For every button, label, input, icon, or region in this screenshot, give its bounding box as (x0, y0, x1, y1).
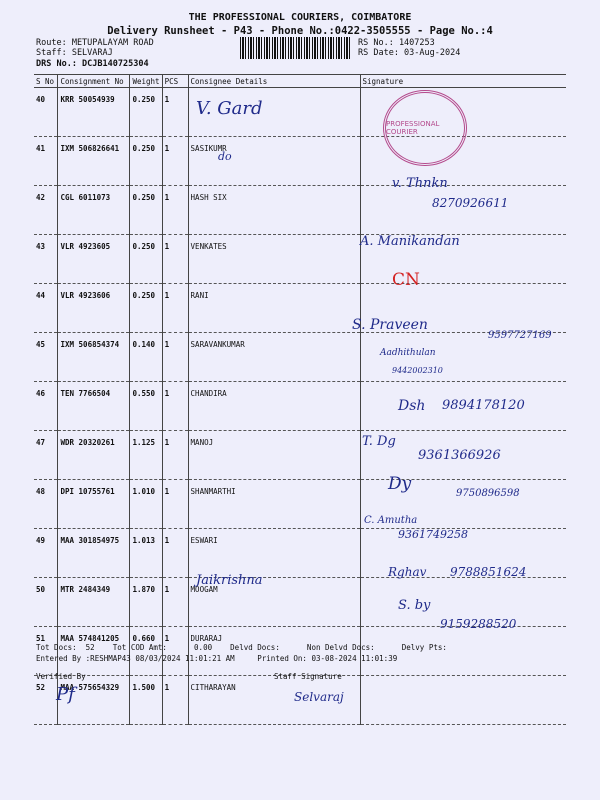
col-sno: S No (34, 75, 58, 88)
table-row (34, 186, 566, 235)
signature: CN (392, 270, 420, 290)
row-consignee: HASH SIX (188, 186, 360, 235)
row-weight: 1.500 (130, 676, 162, 725)
row-pcs: 1 (162, 480, 188, 529)
row-sno: 44 (34, 284, 58, 333)
row-weight: 0.660 (130, 627, 162, 676)
rs-date: RS Date: 03-Aug-2024 (358, 48, 461, 58)
staff-signature-label: Staff Signature (274, 672, 342, 681)
handwritten-name: Jaikrishna (196, 573, 263, 588)
row-consignee: MOOGAM (188, 578, 360, 627)
phone-number: 8270926611 (432, 196, 509, 210)
row-sno: 42 (34, 186, 58, 235)
barcode (240, 37, 350, 59)
row-weight: 0.550 (130, 382, 162, 431)
phone-number: 9750896598 (456, 488, 520, 499)
row-pcs: 1 (162, 186, 188, 235)
col-consignee: Consignee Details (188, 75, 360, 88)
row-pcs: 1 (162, 333, 188, 382)
handwritten-mark: do (218, 150, 232, 163)
phone-number: 9788851624 (450, 565, 527, 579)
row-consignment-no: MAA 574841205 (58, 627, 130, 676)
row-pcs: 1 (162, 578, 188, 627)
row-pcs: 1 (162, 431, 188, 480)
row-weight: 0.250 (130, 235, 162, 284)
row-consignee: MANOJ (188, 431, 360, 480)
table-row (34, 88, 566, 137)
company-title: THE PROFESSIONAL COURIERS, COIMBATORE (188, 12, 412, 23)
row-sno: 43 (34, 235, 58, 284)
handwritten-name: V. Gard (196, 98, 263, 119)
row-sno: 51 (34, 627, 58, 676)
row-pcs: 1 (162, 529, 188, 578)
row-sno: 49 (34, 529, 58, 578)
row-weight: 1.010 (130, 480, 162, 529)
table-row (34, 235, 566, 284)
row-consignment-no: VLR 4923605 (58, 235, 130, 284)
table-row (34, 137, 566, 186)
row-sno: 41 (34, 137, 58, 186)
col-pcs: PCS (162, 75, 188, 88)
row-consignee: SARAVANKUMAR (188, 333, 360, 382)
table-row (34, 333, 566, 382)
phone-number: 9894178120 (442, 398, 525, 413)
row-consignee: SHANMARTHI (188, 480, 360, 529)
row-consignee: ESWARI (188, 529, 360, 578)
col-weight: Weight (130, 75, 162, 88)
row-pcs: 1 (162, 88, 188, 137)
row-consignment-no: MAA 301854975 (58, 529, 130, 578)
row-consignee: DURARAJ (188, 627, 360, 676)
signature: C. Amutha (364, 515, 418, 526)
row-sno: 52 (34, 676, 58, 725)
row-sno: 40 (34, 88, 58, 137)
phone-number: 9597727169 (488, 330, 552, 341)
row-pcs: 1 (162, 137, 188, 186)
table-header (34, 75, 566, 88)
row-consignment-no: IXM 506854374 (58, 333, 130, 382)
row-consignment-no: VLR 4923606 (58, 284, 130, 333)
staff-label: Staff: SELVARAJ (36, 48, 113, 58)
row-weight: 0.140 (130, 333, 162, 382)
row-consignment-no: MTR 2484349 (58, 578, 130, 627)
totals-line: Tot Docs: 52 Tot COD Amt: 0.00 Delvd Docs: Non Delvd Docs: Delvy Pts: (36, 643, 447, 652)
row-sno: 50 (34, 578, 58, 627)
staff-handwritten-signature: Selvaraj (294, 690, 344, 704)
row-consignment-no: WDR 20320261 (58, 431, 130, 480)
row-pcs: 1 (162, 627, 188, 676)
row-pcs: 1 (162, 382, 188, 431)
signature: Aadhithulan (380, 348, 436, 358)
company-stamp (383, 90, 467, 166)
phone-number: 9442002310 (392, 366, 443, 375)
row-weight: 1.125 (130, 431, 162, 480)
runsheet-subtitle: Delivery Runsheet - P43 - Phone No.:0422-3505555 - Page No.:4 (107, 25, 493, 37)
signature: S. by (398, 598, 431, 613)
row-consignment-no: IXM 506826641 (58, 137, 130, 186)
row-sno: 48 (34, 480, 58, 529)
table-row (34, 480, 566, 529)
row-consignment-no: KRR 50054939 (58, 88, 130, 137)
signature: Rghav (388, 565, 427, 579)
row-pcs: 1 (162, 235, 188, 284)
signature: v. Thnkn (392, 176, 448, 191)
row-consignee: RANI (188, 284, 360, 333)
verifier-signature: Pf (56, 684, 75, 705)
stamp-text: PROFESSIONAL COURIER (386, 120, 440, 136)
row-weight: 0.250 (130, 88, 162, 137)
signature: Dsh (398, 398, 426, 414)
signature: A. Manikandan (360, 234, 460, 249)
row-consignment-no: DPI 10755761 (58, 480, 130, 529)
row-weight: 0.250 (130, 186, 162, 235)
row-weight: 1.013 (130, 529, 162, 578)
row-consignee: CHANDIRA (188, 382, 360, 431)
phone-number: 9361749258 (398, 528, 468, 541)
phone-number: 9159288520 (440, 617, 517, 631)
row-weight: 1.870 (130, 578, 162, 627)
row-consignee: VENKATES (188, 235, 360, 284)
row-sno: 45 (34, 333, 58, 382)
row-signature-cell (360, 676, 566, 725)
route-label: Route: METUPALAYAM ROAD (36, 38, 154, 48)
col-consignment: Consignment No (58, 75, 130, 88)
signature: Dy (388, 474, 412, 494)
row-sno: 47 (34, 431, 58, 480)
drs-label: DRS No.: DCJB140725304 (36, 59, 149, 69)
table-row (34, 284, 566, 333)
row-weight: 0.250 (130, 284, 162, 333)
row-signature-cell (360, 186, 566, 235)
verified-by-label: Verified By (36, 672, 86, 681)
col-signature: Signature (360, 75, 566, 88)
entered-line: Entered By :RESHMAP43 08/03/2024 11:01:21 AM Printed On: 03-08-2024 11:01:39 (36, 654, 398, 663)
row-consignment-no: MAA 575654329 (58, 676, 130, 725)
row-pcs: 1 (162, 676, 188, 725)
row-weight: 0.250 (130, 137, 162, 186)
row-pcs: 1 (162, 284, 188, 333)
row-consignment-no: CGL 6011073 (58, 186, 130, 235)
signature: S. Praveen (352, 317, 428, 333)
signature: T. Dg (362, 434, 396, 449)
row-consignment-no: TEN 7766504 (58, 382, 130, 431)
row-sno: 46 (34, 382, 58, 431)
rs-number: RS No.: 1407253 (358, 38, 435, 48)
phone-number: 9361366926 (418, 448, 501, 463)
row-consignee: SASIKUMR (188, 137, 360, 186)
row-consignee: CITHARAYAN (188, 676, 360, 725)
